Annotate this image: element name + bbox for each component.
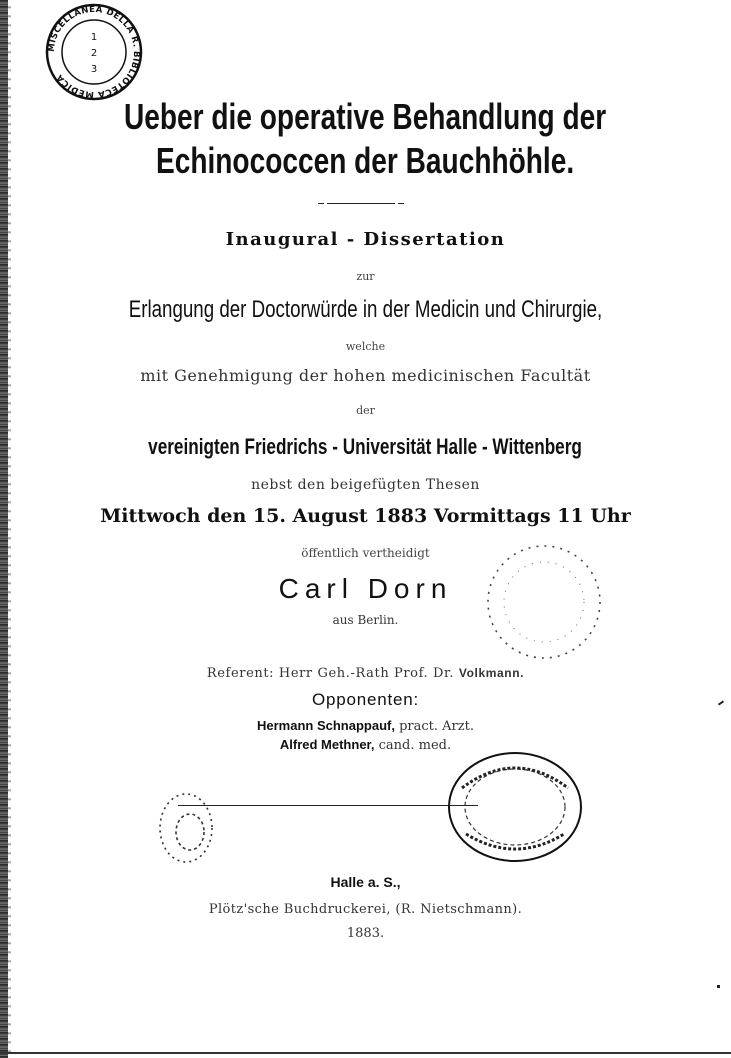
imprint-printer: Plötz'sche Buchdruckerei, (R. Nietschmann). (208, 902, 523, 917)
university-text: vereinigten Friedrichs - Universität Halle - Wittenberg (148, 434, 583, 459)
imprint-year: 1883. (346, 926, 385, 941)
stamp-number-3: 3 (90, 64, 98, 75)
opponent-row (0, 737, 731, 753)
title-divider (327, 203, 395, 204)
ink-line (178, 805, 478, 806)
title-text-1: Ueber die operative Behandlung der (124, 96, 607, 137)
der-text: der (356, 404, 375, 417)
purpose-line (0, 296, 731, 324)
title-line-1 (0, 96, 731, 138)
title-text-2: Echinococcen der Bauchhöhle. (156, 140, 575, 181)
approval-text: mit Genehmigung der hohen medicinischen Facultät (140, 366, 591, 385)
title-line-2 (0, 140, 731, 182)
stamp-number-2: 2 (90, 48, 98, 59)
theses-text: nebst den beigefügten Thesen (251, 477, 480, 493)
opponent-role: cand. med. (378, 738, 452, 753)
opponent-role: pract. Arzt. (399, 719, 474, 734)
university-line (0, 434, 731, 460)
author-origin: aus Berlin. (332, 613, 399, 627)
dissertation-heading: Inaugural - Dissertation (225, 229, 506, 250)
referee-label: Referent: (206, 666, 275, 681)
defended-text: öffentlich vertheidigt (301, 546, 430, 560)
welche-text: welche (345, 340, 386, 353)
small-left-stamp (156, 790, 216, 866)
imprint-place: Halle a. S., (330, 874, 401, 890)
page-bottom-edge (0, 1052, 731, 1054)
opponent-row (0, 718, 731, 734)
faculty-stamp (482, 540, 606, 664)
library-stamp-text: MISCELLANEA DELLA R. BIBLIOTECA MEDICA (46, 4, 142, 100)
stray-mark (717, 985, 720, 988)
opponents-heading: Opponenten: (311, 690, 420, 709)
author-name: Carl Dorn (278, 573, 453, 604)
university-oval-stamp (444, 748, 586, 866)
stamp-number-1: 1 (90, 32, 98, 43)
referee-line (0, 666, 731, 681)
opponent-name: Hermann Schnappauf, (257, 718, 395, 733)
defense-date: Mittwoch den 15. August 1883 Vormittags 11 Uhr (100, 505, 631, 527)
opponent-name: Alfred Methner, (279, 737, 375, 752)
referee-name: Herr Geh.-Rath Prof. Dr. (278, 666, 455, 681)
purpose-text: Erlangung der Doctorwürde in der Medicin und Chirurgie, (128, 296, 603, 323)
zur-text: zur (356, 270, 375, 283)
library-stamp (44, 2, 144, 102)
referee-surname: Volkmann. (458, 666, 525, 680)
